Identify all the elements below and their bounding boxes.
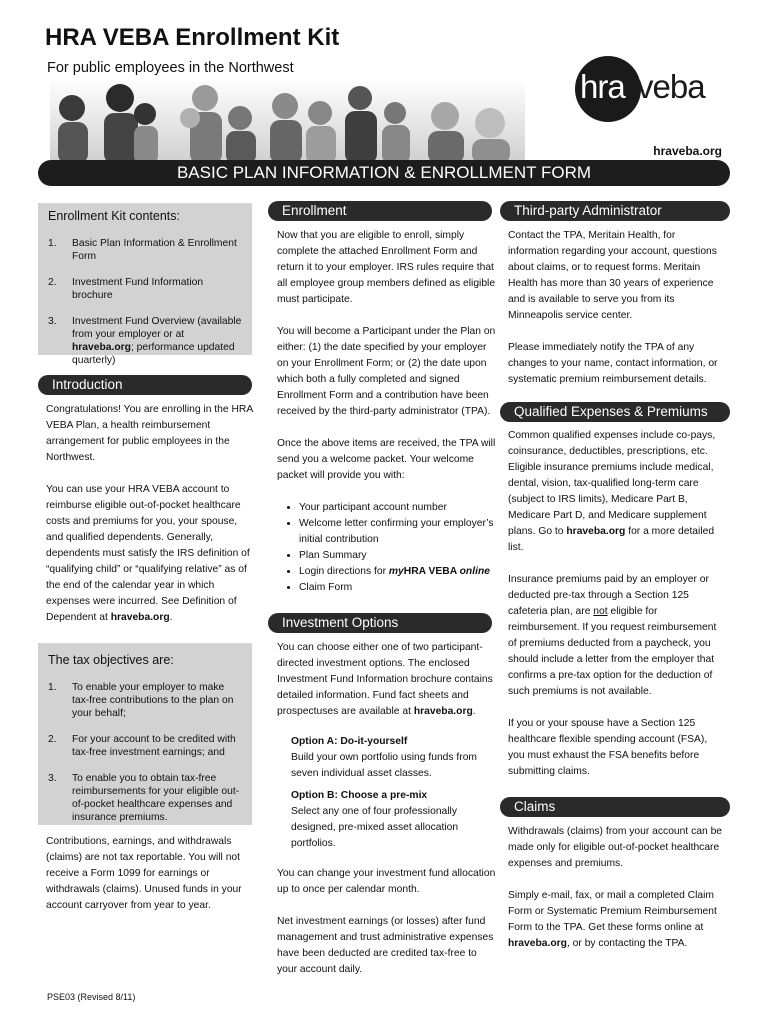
qualified-expenses-text: Common qualified expenses include co-pays, coinsurance, deductibles, prescriptions, etc. Eligible insurance premiums include medical, dental, vision, tax-qualified long-term care (subject to IRS limits), Medicare Part B, Medicare Part D, and Medicare supplement plans. Go to hraveba.org for a more detailed list. Insurance premiums paid by an employer or deducted pre-tax through a Section 125 cafeteria plan, are not eligible for reimbursement. If you request reimbursement of premiums deducted from a paycheck, you should include a letter from the employer that confirms a pre-tax option for the deduction of such premiums is not available. If you or your spouse have a Section 125 healthcare flexible spending account (FSA), you must exhaust the FSA benefits before submitting claims. (508, 430, 717, 777)
document-subtitle: For public employees in the Northwest (47, 60, 294, 76)
family-group-photo (50, 78, 525, 164)
option-a: Option A: Do-it-yourself Build your own portfolio using funds from seven individual asset classes. (291, 736, 478, 779)
tax-objective-item: 2. For your account to be credited with tax-free investment earnings; and (48, 734, 236, 758)
tax-note-text: Contributions, earnings, and withdrawals (claims) are not tax reportable. You will not receive a Form 1099 for earnings or withdrawals (claims). Unused funds in your account carryover from year to year. (46, 836, 242, 911)
qualified-expenses-heading: Qualified Expenses & Premiums (500, 402, 730, 422)
introduction-text: Congratulations! You are enrolling in the HRA VEBA Plan, a health reimbursement arrangement for public employees in the Northwest. You can use your HRA VEBA account to reimburse eligible out-of-pocket healthcare costs and premiums for you, your spouse, and qualified dependents. Generally, dependents must satisfy the IRS definition of “qualifying child” or “qualifying relative” as of the end of the calendar year in which expenses were incurred. See Definition of Dependent at hraveba.org. (46, 404, 253, 623)
tpa-text: Contact the TPA, Meritain Health, for information regarding your account, questions about claims, or to request forms. Meritain Health has more than 30 years of experience and is available to serve you from its Minneapolis service center. Please immediately notify the TPA of any changes to your name, contact information, or systematic premium reimbursement details. (508, 230, 718, 385)
introduction-heading: Introduction (38, 375, 252, 395)
kit-item: 2. Investment Fund Information brochure (48, 277, 204, 301)
enrollment-text: Now that you are eligible to enroll, simply complete the attached Enrollment Form and return it to your employer. IRS rules require that all employee group members defined as eligible must participate. You will become a Participant under the Plan on either: (1) the date specified by your employer on your Enrollment Form; or (2) the date upon which both a fully completed and signed Enrollment Form and a contribution have been received by the third-party administrator (TPA). Once the above items are received, the TPA will send you a welcome packet. Your welcome packet will provide you with: • Your participant account number • Welcome letter confirming your employer’s initial contribution • Plan Summary • Login directions for myHRA VEBA online • Claim Form (277, 228, 497, 612)
investment-options-heading: Investment Options (268, 613, 492, 633)
tax-objective-item: 1. To enable your employer to make tax-free contributions to the plan on your behalf; (48, 682, 234, 719)
enrollment-heading: Enrollment (268, 201, 492, 221)
document-title: HRA VEBA Enrollment Kit (45, 24, 340, 51)
claims-heading: Claims (500, 797, 730, 817)
kit-item: 1. Basic Plan Information & Enrollment Form (48, 238, 237, 262)
logo-hra-text: hra (580, 68, 625, 105)
form-revision-footer: PSE03 (Revised 8/11) (47, 992, 136, 1002)
logo-veba-text: veba (637, 68, 705, 105)
tax-objectives-heading: The tax objectives are: (48, 653, 174, 667)
kit-contents-box (38, 203, 252, 366)
tax-objectives-box (38, 643, 252, 825)
option-b: Option B: Choose a pre-mix Select any one of four professionally designed, pre-mixed asset allocation portfolios. (291, 790, 459, 849)
website-url[interactable]: hraveba.org (653, 144, 722, 158)
welcome-packet-list: • Your participant account number • Welcome letter confirming your employer’s initial contribution • Plan Summary • Login directions for myHRA VEBA online • Claim Form (277, 500, 497, 596)
kit-contents-heading: Enrollment Kit contents: (48, 209, 181, 223)
investment-options-text: You can choose either one of two participant-directed investment options. The enclosed Investment Fund Information brochure contains detailed information. Fund fact sheets and prospectuses are available at hraveba.org. Option A: Do-it-yourself Build your own portfolio using funds from seven individual asset classes. Option B: Choose a pre-mix Select any one of four professionally designed, pre-mixed asset allocation portfolios. You can change your investment fund allocation up to once per calendar month. Net investment earnings (or losses) after fund management and trust administrative expenses have been deducted are credited tax-free to your account daily. (277, 642, 496, 975)
section-banner: BASIC PLAN INFORMATION & ENROLLMENT FORM (38, 160, 730, 186)
tax-objective-item: 3. To enable you to obtain tax-free reimbursements for your eligible out-of-pocket healthcare expenses and insurance premiums. (48, 773, 240, 823)
kit-item: 3. Investment Fund Overview (available from your employer or at hraveba.org; performance updated quarterly) (48, 316, 242, 366)
tpa-heading: Third-party Administrator (500, 201, 730, 221)
claims-text: Withdrawals (claims) from your account can be made only for eligible out-of-pocket healthcare expenses and premiums. Simply e-mail, fax, or mail a completed Claim Form or Systematic Premium Reimbursement Form to the TPA. Get these forms online at hraveba.org, or by contacting the TPA. (508, 826, 723, 949)
